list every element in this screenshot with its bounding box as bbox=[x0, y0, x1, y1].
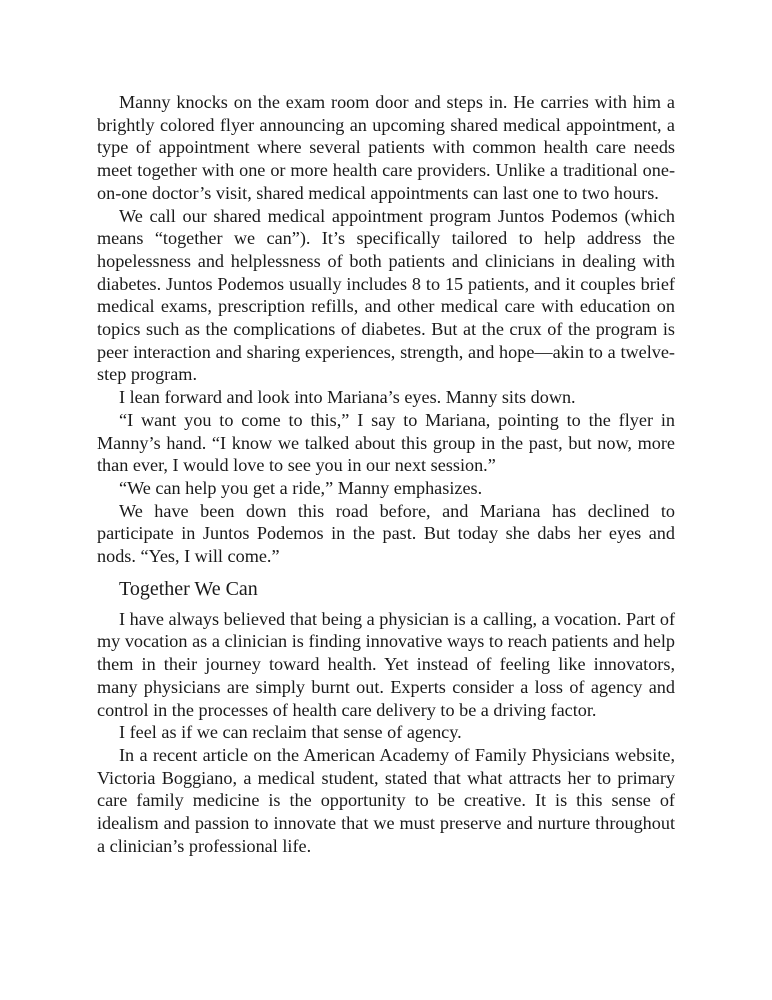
paragraph: We have been down this road before, and Mariana has declined to participate in Juntos Podemos in the past. But today she dabs her eyes and nods. “Yes, I will come.” bbox=[97, 500, 675, 567]
paragraph: “We can help you get a ride,” Manny emphasizes. bbox=[119, 477, 483, 498]
paragraph: Manny knocks on the exam room door and steps in. He carries with him a brightly colored flyer announcing an upcoming shared medical appointment, a type of appointment where several patients with common health care needs meet together with one or more health care providers. Unlike a traditional one-on-one doctor’s visit, shared medical appointments can last one to two hours. bbox=[97, 92, 675, 203]
paragraph: We call our shared medical appointment program Juntos Podemos (which means “together we can”). It’s specifically tailored to help address the hopelessness and helplessness of both patients and clinicians in dealing with diabetes. Juntos Podemos usually includes 8 to 15 patients, and it couples brief medical exams, prescription refills, and other medical care with education on topics such as the complications of diabetes. But at the crux of the program is peer interaction and sharing experiences, strength, and hope—akin to a twelve-step program. bbox=[97, 205, 675, 385]
paragraph: “I want you to come to this,” I say to Mariana, pointing to the flyer in Manny’s hand. “I know we talked about this group in the past, but now, more than ever, I would love to see you in our next session.” bbox=[97, 409, 675, 476]
paragraph: In a recent article on the American Academy of Family Physicians website, Victoria Boggiano, a medical student, stated that what attracts her to primary care family medicine is the opportunity to be creative. It is this sense of idealism and passion to innovate that we must preserve and nurture throughout a clinician’s professional life. bbox=[97, 744, 675, 856]
paragraph: I feel as if we can reclaim that sense of agency. bbox=[119, 722, 462, 743]
section-heading: Together We Can bbox=[119, 577, 258, 600]
paragraph: I have always believed that being a physician is a calling, a vocation. Part of my vocation as a clinician is finding innovative ways to reach patients and help them in their journey toward health. Yet instead of feeling like innovators, many physicians are simply burnt out. Experts consider a loss of agency and control in the processes of health care delivery to be a driving factor. bbox=[97, 608, 675, 720]
document-page bbox=[97, 91, 675, 858]
paragraph: I lean forward and look into Mariana’s eyes. Manny sits down. bbox=[119, 387, 576, 408]
